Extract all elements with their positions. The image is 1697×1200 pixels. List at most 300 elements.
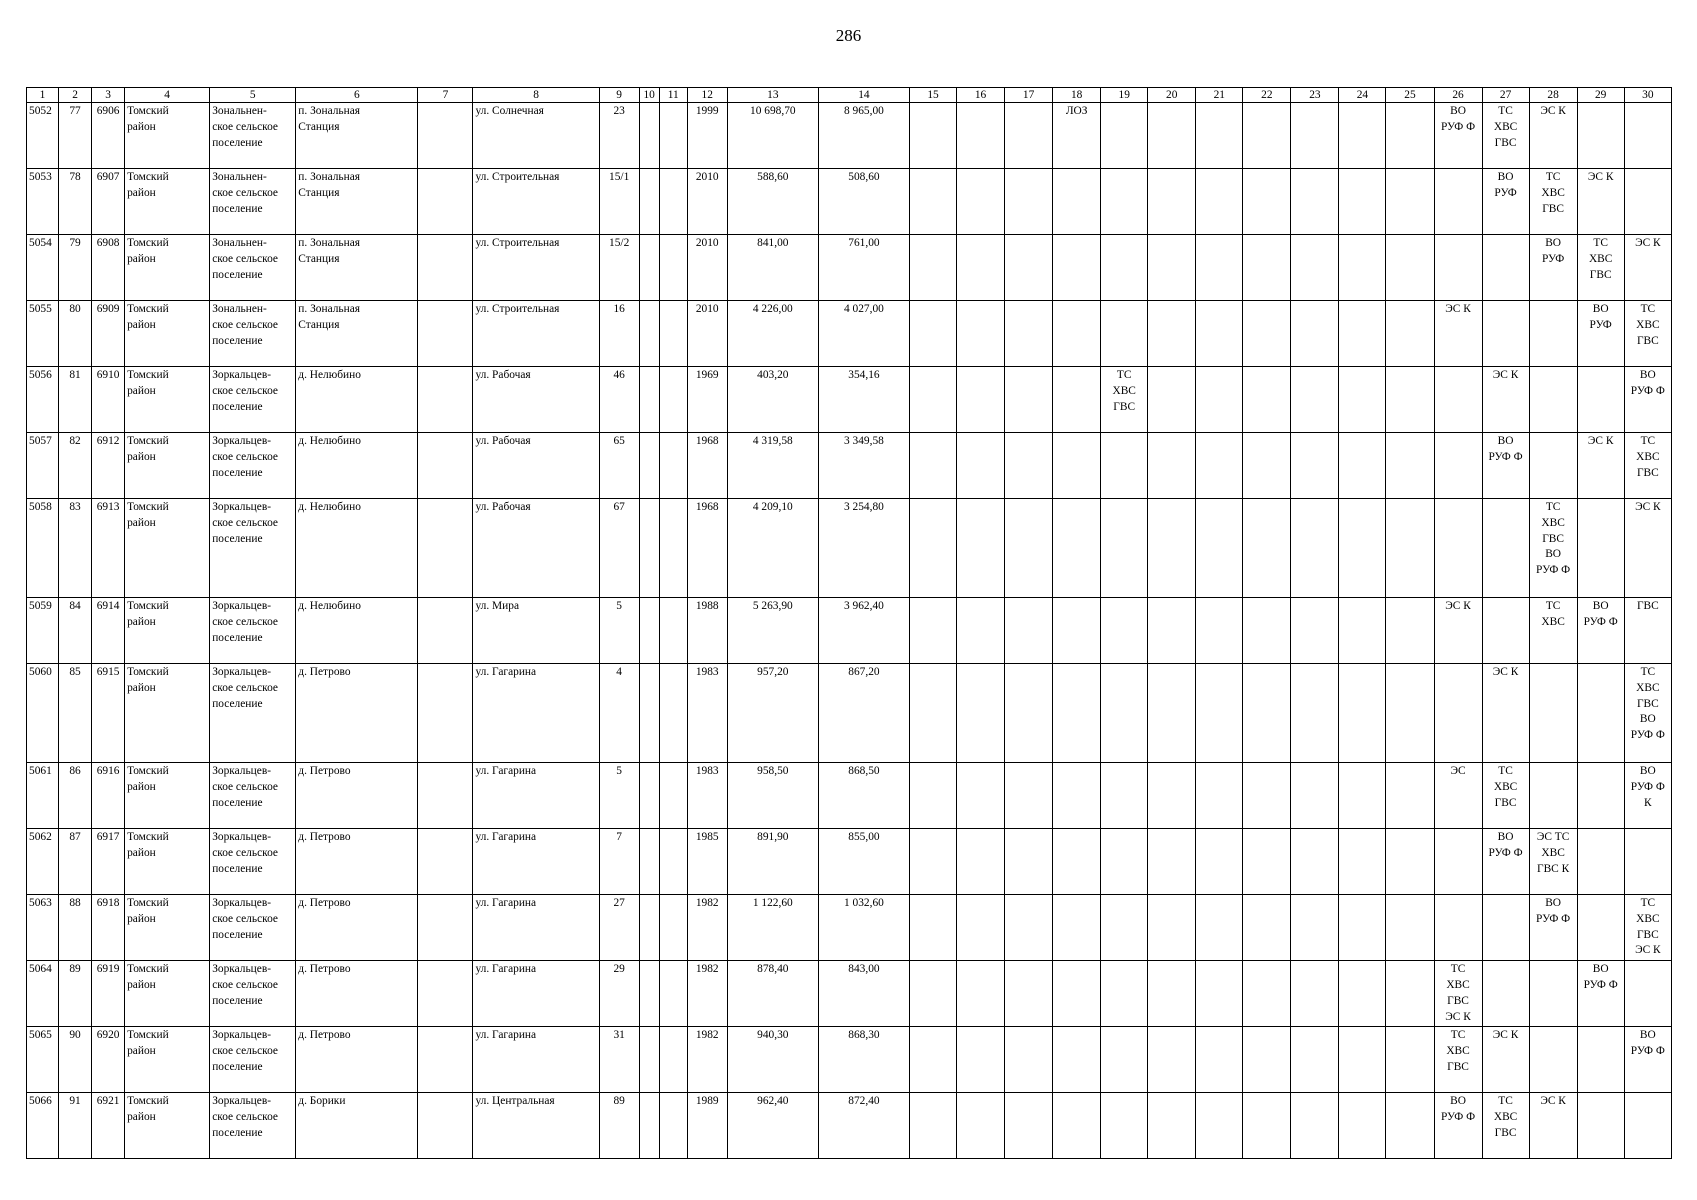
- cell-col-7: [418, 1093, 473, 1159]
- cell-col-25: [1386, 598, 1434, 664]
- cell-col-25: [1386, 895, 1434, 961]
- cell-col-28: [1529, 895, 1577, 961]
- column-header-3: 3: [92, 88, 125, 103]
- cell-col-13: [727, 169, 818, 235]
- cell-text: Томский район: [127, 765, 169, 793]
- cell-col-4: [125, 235, 210, 301]
- cell-text: Томский район: [127, 831, 169, 859]
- cell-text: ВО РУФ Ф К: [1630, 765, 1665, 809]
- cell-col-16: [957, 235, 1005, 301]
- cell-col-25: [1386, 1027, 1434, 1093]
- cell-text: 4 027,00: [843, 303, 884, 315]
- cell-col-10: [639, 598, 659, 664]
- cell-col-7: [418, 763, 473, 829]
- cell-col-10: [639, 103, 659, 169]
- cell-text: Томский район: [127, 963, 169, 991]
- cell-col-23: [1291, 169, 1339, 235]
- cell-col-4: [125, 169, 210, 235]
- cell-col-27: [1482, 169, 1529, 235]
- column-header-26: 26: [1434, 88, 1482, 103]
- cell-text: 27: [613, 897, 625, 909]
- cell-col-16: [957, 598, 1005, 664]
- cell-col-19: [1101, 895, 1148, 961]
- cell-col-24: [1339, 664, 1386, 763]
- cell-col-1: [27, 895, 59, 961]
- cell-col-25: [1386, 367, 1434, 433]
- cell-text: ул. Солнечная: [475, 105, 544, 117]
- cell-text: ВО РУФ Ф: [1440, 1095, 1476, 1124]
- cell-col-11: [659, 433, 687, 499]
- cell-col-28: [1529, 829, 1577, 895]
- cell-text: 6910: [96, 369, 120, 381]
- cell-text: 878,40: [757, 963, 789, 976]
- cell-text: ВО РУФ Ф: [1440, 105, 1476, 133]
- cell-col-16: [957, 763, 1005, 829]
- cell-col-10: [639, 763, 659, 829]
- cell-text: 1988: [695, 600, 719, 612]
- cell-col-6: [296, 235, 418, 301]
- cell-col-11: [659, 1027, 687, 1093]
- cell-text: ЭС К: [1492, 1029, 1519, 1042]
- cell-text: ул. Гагарина: [475, 963, 537, 976]
- cell-col-23: [1291, 961, 1339, 1027]
- column-header-6: 6: [296, 88, 418, 103]
- cell-col-29: [1577, 763, 1624, 829]
- cell-text: ТС ХВС ГВС: [1446, 1029, 1470, 1073]
- cell-text: 79: [69, 237, 81, 249]
- cell-col-17: [1005, 961, 1053, 1027]
- cell-col-3: [92, 664, 125, 763]
- column-header-7: 7: [418, 88, 473, 103]
- cell-col-1: [27, 598, 59, 664]
- cell-col-16: [957, 301, 1005, 367]
- cell-text: 843,00: [848, 963, 880, 976]
- cell-col-30: [1624, 1027, 1671, 1093]
- cell-col-10: [639, 367, 659, 433]
- cell-text: ЭС К: [1587, 171, 1614, 183]
- cell-text: 957,20: [757, 666, 789, 678]
- column-header-2: 2: [59, 88, 92, 103]
- cell-col-11: [659, 598, 687, 664]
- cell-col-7: [418, 301, 473, 367]
- cell-text: 91: [69, 1095, 81, 1108]
- cell-col-17: [1005, 169, 1053, 235]
- cell-col-20: [1148, 433, 1196, 499]
- cell-col-30: [1624, 301, 1671, 367]
- cell-text: Томский район: [127, 435, 169, 463]
- cell-col-6: [296, 301, 418, 367]
- cell-col-20: [1148, 103, 1196, 169]
- cell-text: ул. Гагарина: [475, 765, 537, 777]
- cell-col-17: [1005, 829, 1053, 895]
- cell-col-1: [27, 367, 59, 433]
- cell-col-3: [92, 829, 125, 895]
- cell-text: ул. Гагарина: [475, 897, 537, 909]
- cell-text: ЭС К: [1540, 1095, 1566, 1108]
- cell-text: 1982: [695, 897, 719, 909]
- cell-text: ЭС К: [1635, 501, 1661, 513]
- cell-text: 6909: [96, 303, 120, 315]
- cell-col-2: [59, 961, 92, 1027]
- cell-col-4: [125, 598, 210, 664]
- cell-col-17: [1005, 763, 1053, 829]
- cell-col-14: [818, 103, 909, 169]
- cell-col-6: [296, 961, 418, 1027]
- cell-col-30: [1624, 895, 1671, 961]
- cell-col-27: [1482, 1093, 1529, 1159]
- cell-text: д. Петрово: [298, 666, 351, 678]
- cell-col-5: [210, 1027, 296, 1093]
- column-header-20: 20: [1148, 88, 1196, 103]
- cell-col-11: [659, 1093, 687, 1159]
- cell-text: Томский район: [127, 171, 169, 199]
- table-row: [27, 895, 1672, 961]
- cell-col-12: [687, 235, 727, 301]
- cell-text: 4 319,58: [752, 435, 793, 447]
- cell-text: 2010: [695, 303, 719, 315]
- table-row: [27, 829, 1672, 895]
- cell-col-11: [659, 763, 687, 829]
- cell-text: Зоркальцев- ское сельское поселение: [212, 963, 278, 1007]
- cell-col-26: [1434, 829, 1482, 895]
- cell-col-18: [1053, 301, 1101, 367]
- cell-col-12: [687, 664, 727, 763]
- cell-text: 23: [613, 105, 625, 117]
- cell-col-26: [1434, 169, 1482, 235]
- cell-col-13: [727, 961, 818, 1027]
- cell-col-14: [818, 1027, 909, 1093]
- cell-col-26: [1434, 103, 1482, 169]
- cell-col-28: [1529, 961, 1577, 1027]
- cell-text: Томский район: [127, 105, 169, 133]
- cell-text: Томский район: [127, 666, 169, 694]
- cell-col-7: [418, 499, 473, 598]
- cell-col-15: [909, 1027, 956, 1093]
- cell-col-27: [1482, 829, 1529, 895]
- cell-col-2: [59, 235, 92, 301]
- cell-col-19: [1101, 961, 1148, 1027]
- cell-col-24: [1339, 1093, 1386, 1159]
- cell-col-8: [473, 895, 599, 961]
- cell-text: 1983: [695, 765, 719, 777]
- cell-col-19: [1101, 1027, 1148, 1093]
- cell-text: 7: [616, 831, 622, 843]
- cell-col-29: [1577, 664, 1624, 763]
- cell-col-4: [125, 895, 210, 961]
- cell-text: ТС ХВС ГВС ВО РУФ Ф: [1536, 501, 1571, 577]
- cell-text: ТС ХВС: [1541, 600, 1565, 628]
- cell-col-14: [818, 598, 909, 664]
- cell-col-26: [1434, 763, 1482, 829]
- cell-col-17: [1005, 433, 1053, 499]
- cell-text: Зональнен- ское сельское поселение: [212, 171, 278, 215]
- cell-col-16: [957, 1027, 1005, 1093]
- cell-col-2: [59, 664, 92, 763]
- registry-table: [26, 87, 1672, 1159]
- column-header-18: 18: [1053, 88, 1101, 103]
- cell-text: ВО РУФ Ф: [1536, 897, 1571, 925]
- cell-col-23: [1291, 499, 1339, 598]
- cell-col-1: [27, 169, 59, 235]
- cell-col-21: [1196, 169, 1243, 235]
- cell-text: 5054: [29, 237, 52, 249]
- cell-col-28: [1529, 1027, 1577, 1093]
- cell-col-7: [418, 598, 473, 664]
- cell-col-17: [1005, 895, 1053, 961]
- cell-text: ТС ХВС ГВС: [1112, 369, 1136, 413]
- cell-col-19: [1101, 301, 1148, 367]
- cell-col-30: [1624, 235, 1671, 301]
- cell-col-26: [1434, 664, 1482, 763]
- cell-col-13: [727, 1093, 818, 1159]
- cell-col-9: [599, 961, 639, 1027]
- cell-text: ул. Рабочая: [475, 369, 531, 381]
- cell-text: ТС ХВС ГВС: [1588, 237, 1613, 281]
- cell-col-22: [1243, 829, 1291, 895]
- cell-col-16: [957, 367, 1005, 433]
- cell-text: 89: [69, 963, 81, 976]
- cell-col-8: [473, 1093, 599, 1159]
- cell-text: 81: [69, 369, 81, 381]
- cell-col-25: [1386, 829, 1434, 895]
- cell-col-4: [125, 103, 210, 169]
- cell-col-16: [957, 1093, 1005, 1159]
- cell-col-9: [599, 433, 639, 499]
- cell-col-26: [1434, 235, 1482, 301]
- cell-col-16: [957, 433, 1005, 499]
- cell-col-14: [818, 433, 909, 499]
- cell-col-1: [27, 763, 59, 829]
- cell-text: ул. Мира: [475, 600, 520, 612]
- cell-text: ЭС ТС ХВС ГВС К: [1536, 831, 1570, 875]
- cell-col-17: [1005, 367, 1053, 433]
- cell-col-5: [210, 895, 296, 961]
- cell-text: 6921: [96, 1095, 120, 1108]
- cell-text: 2010: [695, 171, 719, 183]
- cell-text: 868,30: [848, 1029, 880, 1042]
- cell-col-25: [1386, 664, 1434, 763]
- cell-text: ЛОЗ: [1065, 105, 1088, 117]
- cell-col-24: [1339, 1027, 1386, 1093]
- cell-col-10: [639, 433, 659, 499]
- cell-col-1: [27, 499, 59, 598]
- cell-col-4: [125, 499, 210, 598]
- cell-text: 1983: [695, 666, 719, 678]
- cell-col-1: [27, 1027, 59, 1093]
- cell-col-26: [1434, 499, 1482, 598]
- cell-col-20: [1148, 235, 1196, 301]
- cell-col-3: [92, 895, 125, 961]
- cell-text: 403,20: [757, 369, 789, 381]
- cell-col-5: [210, 598, 296, 664]
- cell-text: 4 209,10: [752, 501, 793, 513]
- cell-text: д. Петрово: [298, 1029, 351, 1042]
- cell-col-29: [1577, 1027, 1624, 1093]
- cell-col-30: [1624, 763, 1671, 829]
- cell-col-22: [1243, 664, 1291, 763]
- cell-col-3: [92, 301, 125, 367]
- table-row: [27, 961, 1672, 1027]
- cell-col-27: [1482, 103, 1529, 169]
- cell-col-21: [1196, 598, 1243, 664]
- cell-col-26: [1434, 598, 1482, 664]
- cell-col-13: [727, 598, 818, 664]
- cell-col-1: [27, 103, 59, 169]
- cell-col-15: [909, 235, 956, 301]
- cell-text: 5 263,90: [752, 600, 793, 612]
- column-header-12: 12: [687, 88, 727, 103]
- cell-col-20: [1148, 895, 1196, 961]
- cell-col-15: [909, 664, 956, 763]
- cell-col-15: [909, 961, 956, 1027]
- cell-col-22: [1243, 1093, 1291, 1159]
- cell-col-11: [659, 169, 687, 235]
- cell-text: 891,90: [757, 831, 789, 843]
- cell-col-24: [1339, 433, 1386, 499]
- cell-col-15: [909, 895, 956, 961]
- cell-col-25: [1386, 169, 1434, 235]
- cell-col-9: [599, 895, 639, 961]
- cell-col-10: [639, 961, 659, 1027]
- cell-col-12: [687, 895, 727, 961]
- column-header-10: 10: [639, 88, 659, 103]
- cell-text: 6916: [96, 765, 120, 777]
- column-header-13: 13: [727, 88, 818, 103]
- cell-col-6: [296, 763, 418, 829]
- cell-col-28: [1529, 367, 1577, 433]
- cell-text: 31: [613, 1029, 625, 1042]
- cell-col-28: [1529, 1093, 1577, 1159]
- cell-col-8: [473, 103, 599, 169]
- cell-col-28: [1529, 499, 1577, 598]
- column-header-25: 25: [1386, 88, 1434, 103]
- cell-col-29: [1577, 433, 1624, 499]
- column-header-9: 9: [599, 88, 639, 103]
- cell-text: 5053: [29, 171, 52, 183]
- cell-col-28: [1529, 235, 1577, 301]
- cell-text: п. Зональная Станция: [298, 303, 360, 331]
- cell-col-5: [210, 367, 296, 433]
- cell-col-7: [418, 235, 473, 301]
- cell-text: ЭС К: [1587, 435, 1614, 447]
- column-header-4: 4: [125, 88, 210, 103]
- cell-col-15: [909, 1093, 956, 1159]
- cell-col-16: [957, 103, 1005, 169]
- cell-col-5: [210, 103, 296, 169]
- cell-col-15: [909, 433, 956, 499]
- cell-col-14: [818, 895, 909, 961]
- cell-col-14: [818, 763, 909, 829]
- cell-col-17: [1005, 664, 1053, 763]
- cell-col-8: [473, 961, 599, 1027]
- cell-text: 5066: [29, 1095, 52, 1108]
- cell-text: 1968: [695, 501, 719, 513]
- cell-col-13: [727, 235, 818, 301]
- column-header-1: 1: [27, 88, 59, 103]
- cell-text: ТС ХВС ГВС: [1541, 171, 1565, 215]
- cell-text: 958,50: [757, 765, 789, 777]
- cell-text: 5059: [29, 600, 52, 612]
- cell-col-12: [687, 103, 727, 169]
- cell-text: 6914: [96, 600, 120, 612]
- cell-col-6: [296, 103, 418, 169]
- cell-text: д. Нелюбино: [298, 369, 361, 381]
- cell-text: 5055: [29, 303, 52, 315]
- cell-text: ул. Гагарина: [475, 1029, 537, 1042]
- cell-col-14: [818, 367, 909, 433]
- cell-col-24: [1339, 961, 1386, 1027]
- cell-col-28: [1529, 598, 1577, 664]
- cell-text: 4: [616, 666, 622, 678]
- table-body: [27, 103, 1672, 1159]
- cell-col-9: [599, 763, 639, 829]
- cell-col-18: [1053, 598, 1101, 664]
- cell-text: 5061: [29, 765, 52, 777]
- cell-text: 6912: [96, 435, 120, 447]
- cell-col-12: [687, 1027, 727, 1093]
- cell-col-22: [1243, 103, 1291, 169]
- cell-col-23: [1291, 829, 1339, 895]
- table-row: [27, 103, 1672, 169]
- cell-col-15: [909, 499, 956, 598]
- cell-col-5: [210, 829, 296, 895]
- cell-text: 6906: [96, 105, 120, 117]
- cell-col-19: [1101, 664, 1148, 763]
- cell-col-26: [1434, 367, 1482, 433]
- cell-text: ТС ХВС ГВС: [1636, 303, 1660, 347]
- cell-col-5: [210, 961, 296, 1027]
- cell-col-9: [599, 598, 639, 664]
- cell-col-27: [1482, 433, 1529, 499]
- cell-col-6: [296, 598, 418, 664]
- cell-col-22: [1243, 895, 1291, 961]
- cell-text: ВО РУФ Ф: [1488, 435, 1523, 463]
- cell-text: ул. Строительная: [475, 237, 560, 249]
- cell-text: 3 962,40: [843, 600, 884, 612]
- column-header-14: 14: [818, 88, 909, 103]
- cell-col-1: [27, 829, 59, 895]
- cell-col-8: [473, 301, 599, 367]
- cell-col-5: [210, 235, 296, 301]
- column-header-11: 11: [659, 88, 687, 103]
- cell-text: 868,50: [848, 765, 880, 777]
- table-row: [27, 598, 1672, 664]
- cell-col-7: [418, 829, 473, 895]
- cell-col-7: [418, 664, 473, 763]
- cell-text: Зоркальцев- ское сельское поселение: [212, 765, 278, 809]
- cell-col-22: [1243, 433, 1291, 499]
- cell-col-26: [1434, 1027, 1482, 1093]
- cell-col-2: [59, 763, 92, 829]
- cell-col-22: [1243, 961, 1291, 1027]
- cell-col-11: [659, 301, 687, 367]
- cell-col-10: [639, 235, 659, 301]
- cell-col-4: [125, 433, 210, 499]
- cell-col-24: [1339, 169, 1386, 235]
- cell-col-13: [727, 895, 818, 961]
- cell-text: 1985: [695, 831, 719, 843]
- cell-text: ул. Гагарина: [475, 831, 537, 843]
- cell-col-18: [1053, 664, 1101, 763]
- cell-text: Томский район: [127, 600, 169, 628]
- cell-col-19: [1101, 169, 1148, 235]
- cell-text: ВО РУФ Ф: [1583, 600, 1618, 628]
- cell-col-9: [599, 1093, 639, 1159]
- cell-col-12: [687, 829, 727, 895]
- column-header-28: 28: [1529, 88, 1577, 103]
- cell-col-21: [1196, 499, 1243, 598]
- cell-col-4: [125, 763, 210, 829]
